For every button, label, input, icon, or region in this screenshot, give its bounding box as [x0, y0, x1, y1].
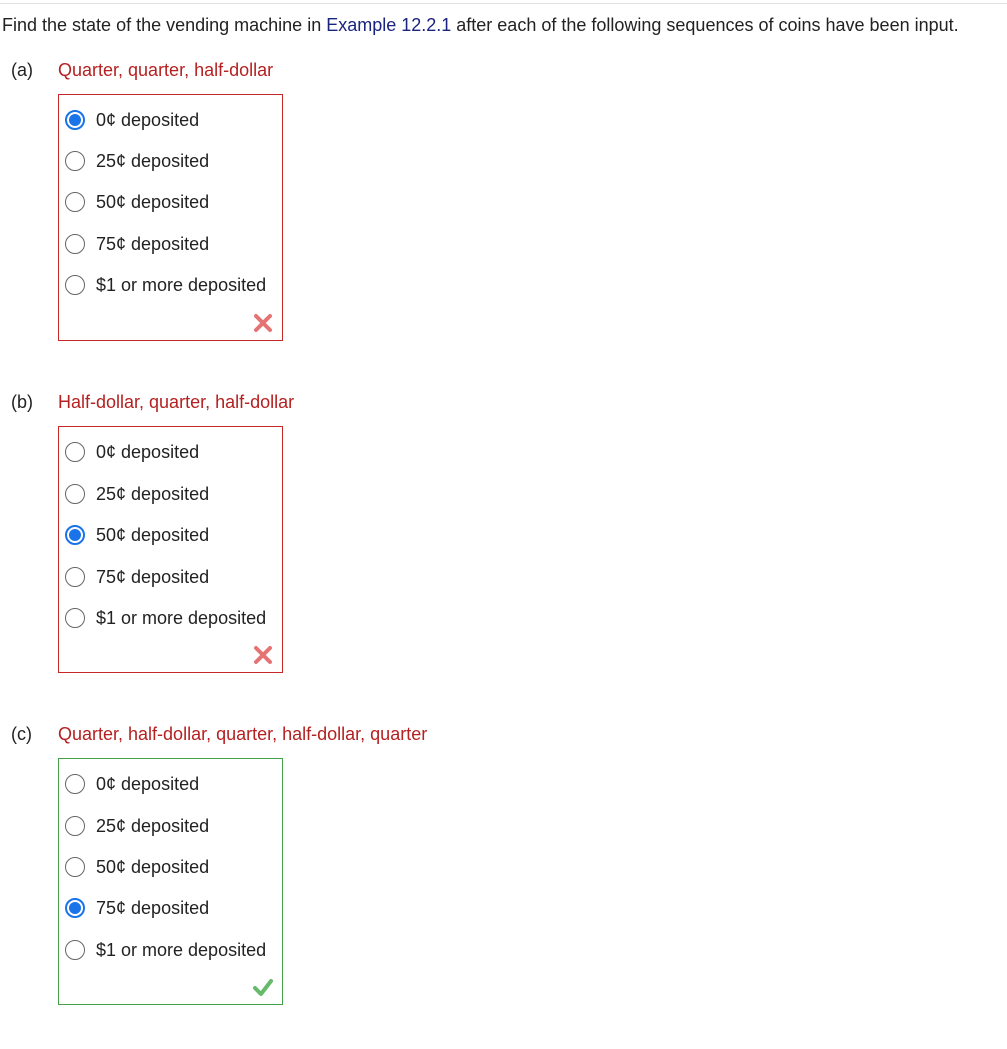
radio-button[interactable] — [65, 234, 85, 254]
radio-button[interactable] — [65, 275, 85, 295]
option-label: 50¢ deposited — [96, 856, 210, 877]
example-link[interactable]: Example 12.2.1 — [326, 15, 452, 35]
answer-box — [58, 426, 283, 673]
part-label: (b) — [11, 392, 33, 412]
question-suffix: after each of the following sequences of coins have been input. — [451, 15, 959, 35]
option-label: 75¢ deposited — [96, 566, 210, 587]
coin-sequence: Half-dollar, quarter, half-dollar — [58, 392, 295, 412]
radio-button[interactable] — [65, 484, 85, 504]
option-25-cents[interactable] — [65, 148, 209, 174]
option-25-cents[interactable] — [65, 813, 209, 839]
option-label: 0¢ deposited — [96, 773, 200, 794]
radio-button[interactable] — [65, 567, 85, 587]
option-25-cents[interactable] — [65, 481, 209, 507]
check-icon — [252, 976, 274, 998]
question-prefix: Find the state of the vending machine in — [2, 15, 327, 35]
radio-button[interactable] — [65, 816, 85, 836]
option-label: 25¢ deposited — [96, 483, 210, 504]
option-label: 0¢ deposited — [96, 109, 200, 130]
option-label: 75¢ deposited — [96, 897, 210, 918]
radio-button[interactable] — [65, 151, 85, 171]
option-50-cents[interactable] — [65, 522, 209, 548]
radio-button[interactable] — [65, 898, 85, 918]
cross-icon — [252, 312, 274, 334]
option-label: 50¢ deposited — [96, 191, 210, 212]
option-label: 0¢ deposited — [96, 441, 200, 462]
option-1-dollar[interactable] — [65, 937, 266, 963]
coin-sequence: Quarter, half-dollar, quarter, half-dollar, quarter — [58, 724, 428, 744]
option-1-dollar[interactable] — [65, 272, 266, 298]
option-0-cents[interactable] — [65, 771, 199, 797]
radio-button[interactable] — [65, 940, 85, 960]
option-50-cents[interactable] — [65, 854, 209, 880]
radio-button[interactable] — [65, 110, 85, 130]
option-label: 25¢ deposited — [96, 815, 210, 836]
option-label: 25¢ deposited — [96, 150, 210, 171]
option-0-cents[interactable] — [65, 439, 199, 465]
option-1-dollar[interactable] — [65, 605, 266, 631]
option-label: $1 or more deposited — [96, 274, 267, 295]
radio-button[interactable] — [65, 192, 85, 212]
question-prompt — [2, 15, 959, 36]
answer-box — [58, 94, 283, 341]
part-label: (a) — [11, 60, 33, 80]
option-75-cents[interactable] — [65, 564, 209, 590]
coin-sequence: Quarter, quarter, half-dollar — [58, 60, 274, 80]
answer-box — [58, 758, 283, 1005]
option-0-cents[interactable] — [65, 107, 199, 133]
option-label: $1 or more deposited — [96, 939, 267, 960]
option-50-cents[interactable] — [65, 189, 209, 215]
option-label: 50¢ deposited — [96, 524, 210, 545]
radio-button[interactable] — [65, 857, 85, 877]
radio-button[interactable] — [65, 525, 85, 545]
radio-button[interactable] — [65, 442, 85, 462]
option-label: 75¢ deposited — [96, 233, 210, 254]
cross-icon — [252, 644, 274, 666]
radio-button[interactable] — [65, 608, 85, 628]
option-75-cents[interactable] — [65, 231, 209, 257]
option-label: $1 or more deposited — [96, 607, 267, 628]
option-75-cents[interactable] — [65, 895, 209, 921]
top-divider — [0, 3, 1007, 4]
part-label: (c) — [11, 724, 32, 744]
radio-button[interactable] — [65, 774, 85, 794]
